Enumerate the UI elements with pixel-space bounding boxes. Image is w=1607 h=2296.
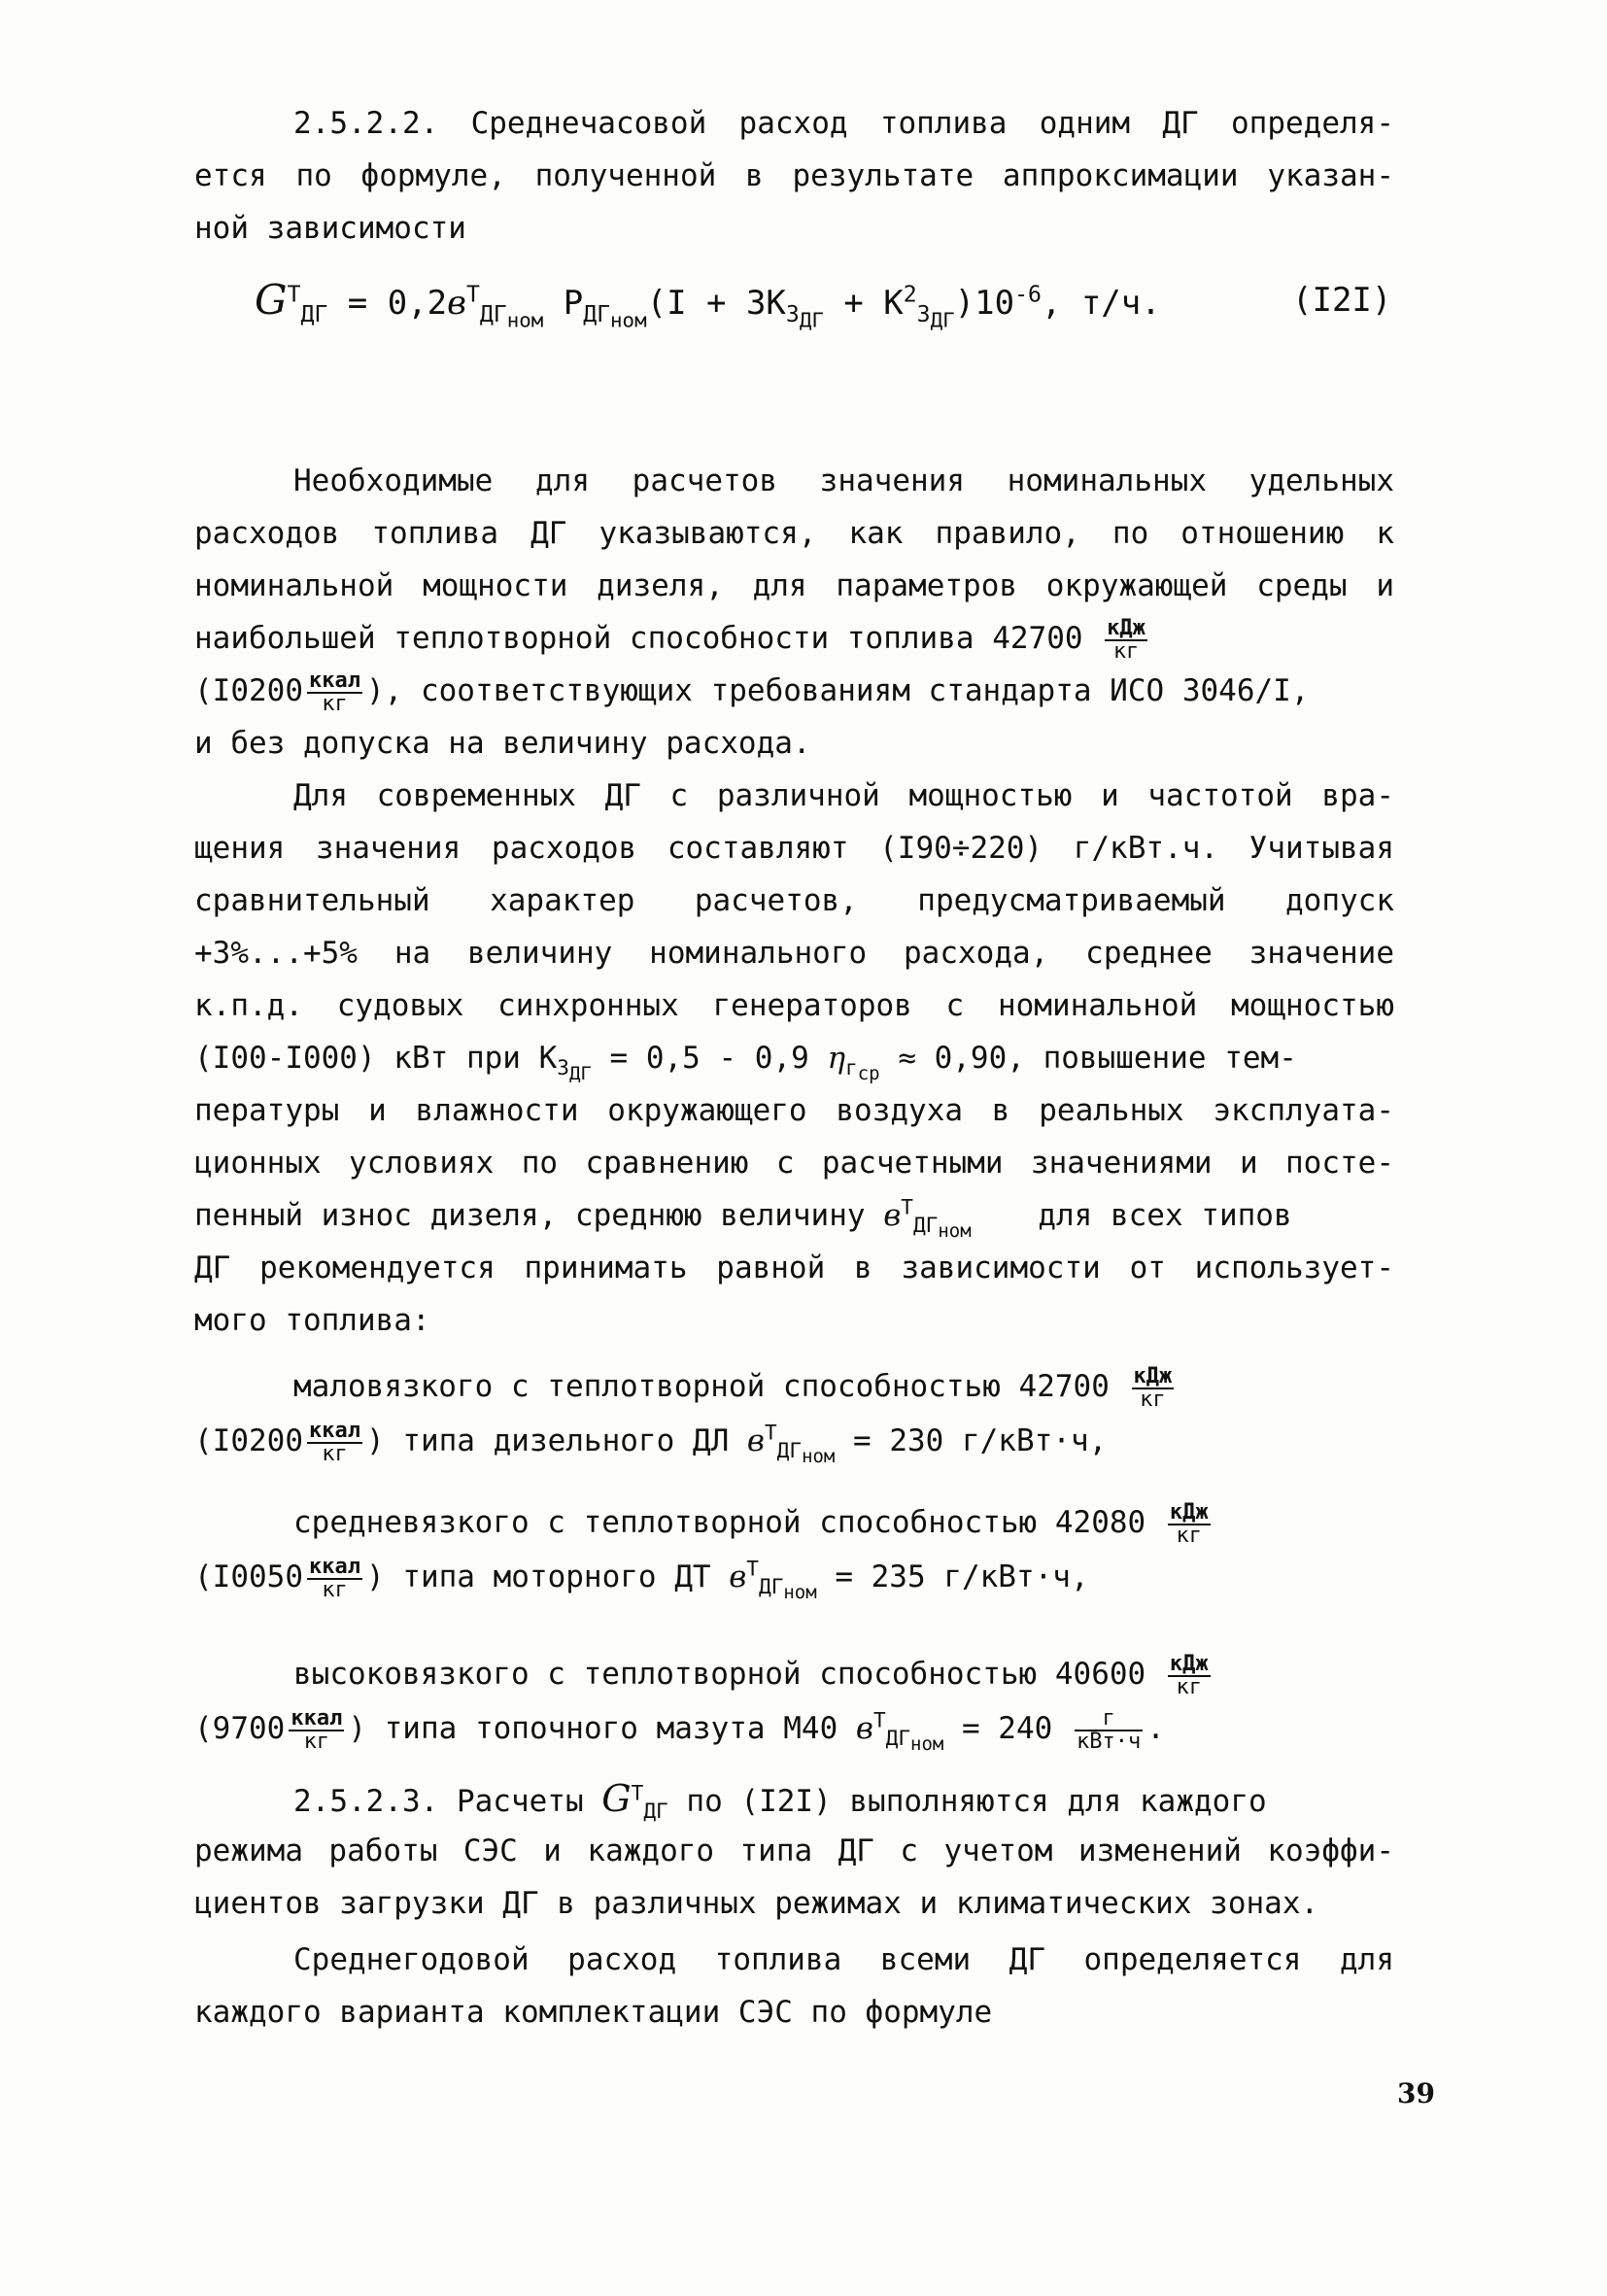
unit-fraction: $\frac{\text{ккал}}{кг}$: [308, 668, 360, 716]
unit-fraction: $\frac{\text{кДж}}{кг}$: [1169, 1499, 1209, 1548]
fuel-item-line: (I0050 $\frac{\text{ккал}}{кг}$ ) типа моторного ДТ $в^Т_{ДГ_{ном}} = 235$ г/кВт·ч,: [194, 1554, 1089, 1603]
equation-number: (I2I): [1292, 281, 1392, 320]
text-line: режима работы СЭС и каждого типа ДГ с учетом изменений коэффи-: [194, 1833, 1394, 1868]
text-line: ционных условиях по сравнению с расчетными значениями и посте-: [194, 1146, 1394, 1181]
formula-121: $G^Т_{ДГ} = 0,2в^Т_{ДГ_{ном}}$ $Р_{ДГ_{ном}}(I + 3К_{З_{ДГ}} + К^2_{З_{ДГ}})10^{-6}$, т/ч.: [255, 276, 1161, 332]
text-line: ной зависимости: [194, 211, 466, 246]
text-line: расходов топлива ДГ указываются, как правило, по отношению к: [194, 516, 1394, 551]
text-line: циентов загрузки ДГ в различных режимах и климатических зонах.: [194, 1886, 1319, 1921]
text-line: (I00-I000) кВт при $К_{З_{ДГ}} = 0,5 - 0,9$ $\eta_{г_{ср}} \approx 0,90$, повышение тем-: [194, 1041, 1297, 1084]
text-line: пенный износ дизеля, среднюю величину $в^Т_{ДГ_{ном}}$ для всех типов: [194, 1194, 1292, 1242]
fuel-item-line: высоковязкого с теплотворной способностью 40600 $\frac{\text{кДж}}{кг}$: [293, 1651, 1209, 1699]
fuel-item-line: (I0200 $\frac{\text{ккал}}{кг}$ ) типа дизельного ДЛ $в^Т_{ДГ_{ном}} = 230$ г/кВт·ч,: [194, 1418, 1108, 1467]
text-line: наибольшей теплотворной способности топлива 42700 $\frac{\text{кДж}}{кг}$: [194, 615, 1145, 664]
text-line: Для современных ДГ с различной мощностью и частотой вра-: [293, 778, 1394, 813]
text-line: 2.5.2.2. Среднечасовой расход топлива одним ДГ определя-: [293, 106, 1394, 141]
text-line: номинальной мощности дизеля, для параметров окружающей среды и: [194, 568, 1394, 603]
unit-fraction: $\frac{г}{\text{кВт·ч}}$: [1076, 1705, 1142, 1754]
page-number: 39: [1397, 2077, 1435, 2109]
text-line: щения значения расходов составляют (I90÷220) г/кВт.ч. Учитывая: [194, 831, 1394, 866]
unit-fraction: $\frac{\text{ккал}}{кг}$: [308, 1418, 360, 1466]
unit-fraction: $\frac{\text{кДж}}{кг}$: [1133, 1363, 1173, 1412]
text-line: Среднегодовой расход топлива всеми ДГ определяется для: [293, 1942, 1394, 1977]
text-line: Необходимые для расчетов значения номинальных удельных: [293, 463, 1394, 498]
unit-fraction: $\frac{\text{ккал}}{кг}$: [308, 1554, 360, 1602]
unit-fraction: $\frac{\text{кДж}}{кг}$: [1107, 615, 1145, 664]
text-line: +3%...+5% на величину номинального расхода, среднее значение: [194, 936, 1394, 971]
fuel-item-line: маловязкого с теплотворной способностью 42700 $\frac{\text{кДж}}{кг}$: [293, 1363, 1173, 1412]
text-line: (I0200 $\frac{\text{ккал}}{кг}$ ), соответствующих требованиям стандарта ИСО 3046/I,: [194, 668, 1310, 716]
text-line: сравнительный характер расчетов, предусматриваемый допуск: [194, 883, 1394, 918]
text-line: и без допуска на величину расхода.: [194, 726, 811, 761]
text-line: 2.5.2.3. Расчеты $G^Т_{ДГ}$ по (I2I) выполняются для каждого: [293, 1777, 1267, 1824]
fuel-item-line: средневязкого с теплотворной способностью 42080 $\frac{\text{кДж}}{кг}$: [293, 1499, 1209, 1548]
text-line: мого топлива:: [194, 1303, 430, 1338]
text-line: ется по формуле, полученной в результате аппроксимации указан-: [194, 158, 1394, 193]
fuel-item-line: (9700 $\frac{\text{ккал}}{кг}$ ) типа топочного мазута М40 $в^Т_{ДГ_{ном}} = 240$ $\frac{г}{\text{кВт·ч}}$ .: [194, 1705, 1165, 1755]
text-line: каждого варианта комплектации СЭС по формуле: [194, 1995, 993, 2030]
unit-fraction: $\frac{\text{кДж}}{кг}$: [1169, 1651, 1209, 1699]
unit-fraction: $\frac{\text{ккал}}{кг}$: [291, 1705, 343, 1754]
text-line: пературы и влажности окружающего воздуха в реальных эксплуата-: [194, 1093, 1394, 1128]
text-line: к.п.д. судовых синхронных генераторов с номинальной мощностью: [194, 988, 1394, 1023]
text-line: ДГ рекомендуется принимать равной в зависимости от использует-: [194, 1251, 1394, 1285]
